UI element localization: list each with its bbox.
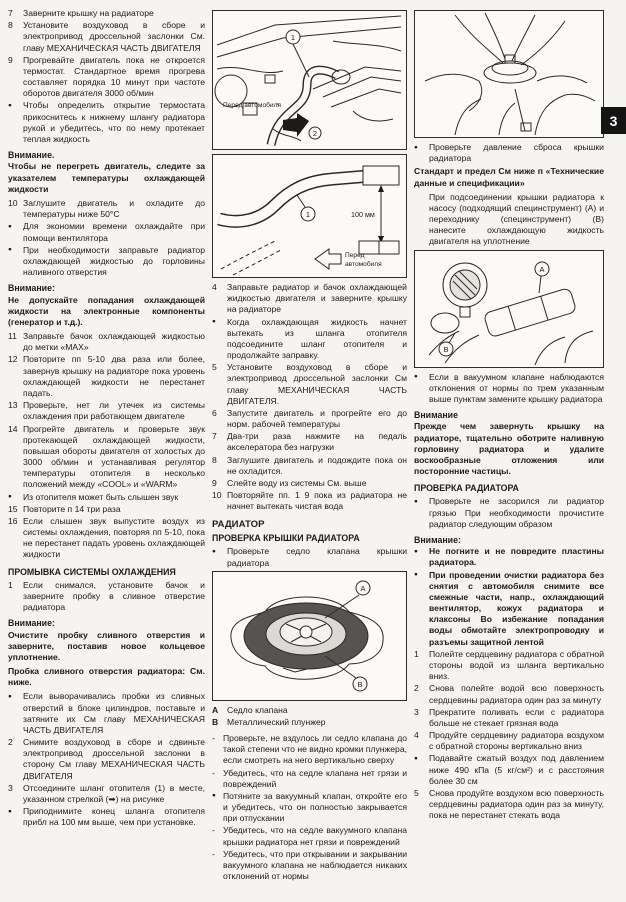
list-item xyxy=(212,768,407,790)
list-item xyxy=(414,649,604,683)
item-number: 9 xyxy=(212,477,217,488)
list-item xyxy=(212,362,407,407)
item-text: Проверьте, не вздулось ли седло клапана до такой степени что не видно кромки плунжера, если смотреть на него вертикально сверху xyxy=(223,733,407,766)
list-item xyxy=(212,408,407,430)
list-item xyxy=(414,707,604,729)
item-number: 2 xyxy=(414,683,419,694)
item-number: 8 xyxy=(212,454,217,465)
item-number: 8 xyxy=(8,20,13,31)
list-item xyxy=(8,516,205,561)
list-item xyxy=(8,100,205,145)
item-text: Повторите пп 5-10 два раза или более, завернув крышку на радиаторе пока уровень охлаждающей жидкости не перестанет падать. xyxy=(23,354,205,398)
item-text: Отсоедините шланг отопителя (1) в месте, указанном стрелкой (➡) на рисунке xyxy=(23,782,205,804)
item-text: Убедитесь, что на седле клапана нет грязи и повреждений xyxy=(223,767,407,789)
item-text: При необходимости заправьте радиатор охлаждающей жидкостью до горловины наливного отверстия xyxy=(23,244,205,278)
item-number: 3 xyxy=(8,782,13,793)
item-text: Прекратите поливать если с радиатора больше не стекает грязная вода xyxy=(429,706,604,728)
list-item xyxy=(8,245,205,279)
list-item xyxy=(414,753,604,787)
front-of-car-label: автомобиля xyxy=(345,261,382,268)
list-item xyxy=(8,580,205,614)
list-item xyxy=(8,354,205,399)
list-item xyxy=(8,8,205,19)
bullet-icon: ● xyxy=(8,246,12,254)
list-item xyxy=(8,691,205,736)
item-text: Полейте сердцевину радиатора с обратной стороны водой из шланга вертикально вниз. xyxy=(429,648,604,682)
list-item xyxy=(414,372,604,406)
list-item xyxy=(212,546,407,568)
item-text: Подавайте сжатый воздух под давлением ниже 490 кПа (5 кг/см²) и с расстояния более 30 см xyxy=(429,753,604,786)
bullet-icon: ● xyxy=(8,101,12,109)
list-item xyxy=(8,424,205,491)
item-text: Установите воздуховод в сборе и электропривод дроссельной заслонки См главу МЕХАНИЧЕСКАЯ ЧАСТЬ ДВИГАТЕЛЯ. xyxy=(227,362,407,406)
item-number: 6 xyxy=(212,407,217,418)
warning-title: Внимание: xyxy=(8,618,55,629)
list-item xyxy=(414,730,604,752)
radiator-check-heading: ПРОВЕРКА РАДИАТОРА xyxy=(414,483,519,494)
figure-engine-bay xyxy=(212,10,407,150)
right-column xyxy=(414,8,604,883)
item-text: Убедитесь, что при открывании и закрывании вакуумного клапана не наблюдается никаких отклонений от нормы xyxy=(223,848,407,882)
callout-1: 1 xyxy=(305,210,311,219)
legend-text: Седло клапана xyxy=(227,704,288,715)
item-number: 5 xyxy=(212,362,217,373)
callout-b: B xyxy=(357,679,363,689)
item-text: Если слышен звук выпустите воздух из системы охлаждения, повторяя пп 5-10, пока не перестанет падать уровень охлаждающей жидкости xyxy=(23,515,205,560)
item-text: Проверьте давление сброса крышки радиатора xyxy=(429,142,604,164)
list-item xyxy=(212,825,407,847)
bullet-icon: ● xyxy=(212,792,216,800)
list-item xyxy=(8,783,205,805)
item-number: 7 xyxy=(212,431,217,442)
item-text: Установите воздуховод в сборе и электропривод дроссельной заслонки См. главу МЕХАНИЧЕСКАЯ ЧАСТЬ ДВИГАТЕЛЯ xyxy=(23,20,205,53)
warning-text: Прежде чем завернуть крышку на радиаторе, тщательно оботрите наливную горловину радиатора и удалите воскообразные отложения или посторонние частицы. xyxy=(414,421,604,477)
list-item xyxy=(8,55,205,100)
item-text: Два-три раза нажмите на педаль акселератора без нагрузки xyxy=(227,431,407,453)
list-item xyxy=(414,570,604,648)
list-item xyxy=(8,492,205,503)
item-text: Убедитесь, что на седле вакуумного клапана крышки радиатора нет грязи и повреждений xyxy=(223,825,407,847)
bullet-icon: ● xyxy=(414,497,418,505)
bullet-icon: ● xyxy=(8,222,12,230)
figure-cap-removal xyxy=(414,10,604,138)
figure-radiator-cap xyxy=(212,571,407,701)
warning-text: Очистите пробку сливного отверстия и заверните, поставив новое кольцевое уплотнение. xyxy=(8,629,205,662)
item-number: 11 xyxy=(8,331,17,342)
list-item xyxy=(8,20,205,54)
item-text: Снова продуйте воздухом всю поверхность сердцевины радиатора один раз за минуту, пока не перестанет стекать вода xyxy=(429,787,604,821)
list-item xyxy=(212,733,407,767)
item-text: Проверьте не засорился ли радиатор грязью При необходимости прочистите радиатор следующим образом xyxy=(429,496,604,529)
section-heading-flush: ПРОМЫВКА СИСТЕМЫ ОХЛАЖДЕНИЯ xyxy=(8,566,176,577)
item-text: Повторяйте пп. 1 9 пока из радиатора не начнет вытекать чистая вода xyxy=(227,490,407,512)
legend-item xyxy=(212,705,407,716)
item-text: Чтобы определить открытие термостата прикоснитесь к нижнему шлангу радиатора рукой и убедитесь, что по нему протекает теплая жидкость xyxy=(23,100,205,144)
warning-text: Не допускайте попадания охлаждающей жидкости на электронные компоненты (генератор и т.д.). xyxy=(8,294,205,327)
item-text: Заверните крышку на радиаторе xyxy=(23,8,154,18)
list-item xyxy=(212,478,407,489)
item-text: Заправьте радиатор и бачок охлаждающей жидкостью двигателя и заверните крышку на радиаторе xyxy=(227,282,407,315)
item-number: 15 xyxy=(8,503,18,514)
standard-limit-note: Стандарт и предел См ниже п «Технические данные и спецификации» xyxy=(414,166,604,188)
dash-marker: - xyxy=(212,733,215,744)
list-item xyxy=(414,546,604,568)
callout-b: B xyxy=(443,344,449,354)
callout-2: 2 xyxy=(312,129,318,138)
item-number: 10 xyxy=(8,198,18,208)
item-text: Заглушите двигатель и охладите до температуры ниже 50°C xyxy=(23,198,205,220)
item-text: Проверьте седло клапана крышки радиатора xyxy=(227,546,407,568)
item-text: Если выворачивались пробки из сливных отверстий в блоке цилиндров, поставьте и затяните их См главу МЕХАНИЧЕСКАЯ ЧАСТЬ ДВИГАТЕЛЯ xyxy=(23,691,205,735)
list-item xyxy=(212,317,407,362)
item-number: 16 xyxy=(8,515,18,526)
callout-a: A xyxy=(539,264,545,274)
bullet-icon: ● xyxy=(8,493,12,501)
dash-marker: - xyxy=(212,825,215,836)
front-of-car-label: Перед xyxy=(345,252,365,259)
item-number: 12 xyxy=(8,354,18,365)
item-text: Заглушите двигатель и подождите пока он не охладится. xyxy=(227,454,407,476)
list-item xyxy=(414,142,604,164)
list-item xyxy=(8,331,205,353)
item-text: Потяните за вакуумный клапан, откройте его и убедитесь, что он полностью закрывается при отпускании xyxy=(223,790,407,824)
item-number: 5 xyxy=(414,787,419,798)
left-column xyxy=(8,8,205,883)
list-item xyxy=(8,221,205,243)
list-item xyxy=(212,490,407,512)
warning-text: Чтобы не перегреть двигатель, следите за указателем температуры охлаждающей жидкости xyxy=(8,161,205,194)
item-text: Когда охлаждающая жидкость начнет вытекать из шланга отопителя подсоедините шланг отопителя и продолжайте заправку. xyxy=(227,316,407,361)
legend-letter: A xyxy=(212,704,219,715)
list-item xyxy=(414,788,604,822)
warning-title: Внимание: xyxy=(8,283,55,294)
warning-title: Внимание: xyxy=(414,534,461,545)
item-number: 4 xyxy=(414,730,419,741)
callout-a: A xyxy=(360,583,366,593)
warning-title: Внимание xyxy=(414,410,458,421)
item-text: Снова полейте водой всю поверхность сердцевины радиатора один раз за минуту xyxy=(429,683,604,705)
figure-heater-hose xyxy=(212,154,407,278)
item-number: 10 xyxy=(212,490,222,501)
middle-column xyxy=(212,8,407,883)
list-item xyxy=(212,455,407,477)
item-text: Если снимался, установите бачок и заверните пробку в сливное отверстие радиатора xyxy=(23,579,205,612)
legend-item xyxy=(212,717,407,728)
item-text: Повторите п 14 три раза xyxy=(23,503,121,514)
list-item xyxy=(8,400,205,422)
item-number: 14 xyxy=(8,423,18,434)
front-of-car-label: Перед автомобиля xyxy=(223,102,281,109)
item-text: Снимите воздуховод в сборе и сдвиньте электропривод дроссельной заслонки в сторону См главу МЕХАНИЧЕСКАЯ ЧАСТЬ ДВИГАТЕЛЯ xyxy=(23,737,205,781)
bullet-icon: ● xyxy=(414,547,418,555)
list-item xyxy=(212,791,407,825)
radiator-heading: РАДИАТОР xyxy=(212,519,265,531)
bullet-icon: ● xyxy=(8,807,12,815)
warning-title: Внимание. xyxy=(8,150,55,161)
section-tab: 3 xyxy=(601,107,626,134)
item-number: 3 xyxy=(414,706,419,717)
item-text: Проверьте, нет ли утечек из системы охлаждения при работающем двигателе xyxy=(23,400,205,422)
bullet-icon: ● xyxy=(414,571,418,579)
figure-pressure-tester xyxy=(414,250,604,368)
list-item xyxy=(8,504,205,515)
item-number: 4 xyxy=(212,282,217,292)
legend-letter: B xyxy=(212,716,219,727)
list-item xyxy=(414,683,604,705)
bullet-icon: ● xyxy=(212,547,216,555)
item-text: Для экономии времени охлаждайте при помощи вентилятора xyxy=(23,221,205,243)
bullet-icon: ● xyxy=(212,318,216,326)
bullet-icon: ● xyxy=(414,143,418,151)
item-number: 7 xyxy=(8,8,13,18)
list-item xyxy=(212,282,407,316)
legend-text: Металлический плунжер xyxy=(227,716,326,727)
item-number: 9 xyxy=(8,54,13,65)
list-item xyxy=(212,849,407,883)
list-item xyxy=(212,431,407,453)
item-number: 1 xyxy=(414,648,419,659)
item-text: При проведении очистки радиатора без снятия с автомобиля снимите все смежные части, напр., охлаждающий вентилятор, кожух радиатора и клаксоны Во избежание попадания воды обмотайте электропроводку и разъемы защитной лентой xyxy=(429,569,604,647)
item-number: 1 xyxy=(8,579,13,590)
bullet-icon: ● xyxy=(414,373,418,381)
list-item xyxy=(8,737,205,782)
list-item xyxy=(8,806,205,828)
callout-1: 1 xyxy=(290,33,296,42)
dash-marker: - xyxy=(212,848,215,859)
item-text: Прогрейте двигатель и проверьте звук протекающей охлаждающей жидкости, повышая обороты двигателя от холостых до 3000 об/мин и устанавливая регулятор температуры отопителя в несколько положений между «COOL» и «WARM» xyxy=(23,423,205,490)
item-number: 2 xyxy=(8,737,13,748)
drain-plug-note: Пробка сливного отверстия радиатора: См. ниже. xyxy=(8,666,205,688)
list-item xyxy=(414,496,604,530)
paragraph: При подсоединении крышки радиатора к насосу (подходящий специнструмент) (A) и переходнику (специнструмент) (B) нанесите охлаждающую жидкость двигателя на уплотнение xyxy=(429,191,604,247)
item-text: Если в вакуумном клапане наблюдаются отклонения от нормы по трем указанным выше пунктам замените крышку радиатора xyxy=(429,371,604,404)
bullet-icon: ● xyxy=(414,754,418,762)
list-item xyxy=(8,198,205,220)
dimension-100mm: 100 мм xyxy=(351,210,375,219)
item-text: Из отопителя может быть слышен звук xyxy=(23,491,179,502)
item-text: Запустите двигатель и прогрейте его до норм. рабочей температуры xyxy=(227,407,407,430)
item-text: Продуйте сердцевину радиатора воздухом с обратной стороны вертикально вниз xyxy=(429,730,604,752)
item-text: Приподнимите конец шланга отопителя прибл на 100 мм выше, чем при установке. xyxy=(23,806,205,828)
dash-marker: - xyxy=(212,767,215,778)
item-text: Заправьте бачок охлаждающей жидкостью до метки «MAX» xyxy=(23,331,205,353)
item-number: 13 xyxy=(8,400,18,411)
item-text: Прогревайте двигатель пока не откроется термостат. Стандартное время прогрева составляет порядка 10 минут при частоте оборотов двигателя 3000 об/мин xyxy=(23,54,205,99)
bullet-icon: ● xyxy=(8,692,12,700)
cap-check-heading: ПРОВЕРКА КРЫШКИ РАДИАТОРА xyxy=(212,533,360,544)
item-text: Слейте воду из системы См. выше xyxy=(227,477,367,488)
item-text: Не погните и не повредите пластины радиатора. xyxy=(429,546,604,568)
